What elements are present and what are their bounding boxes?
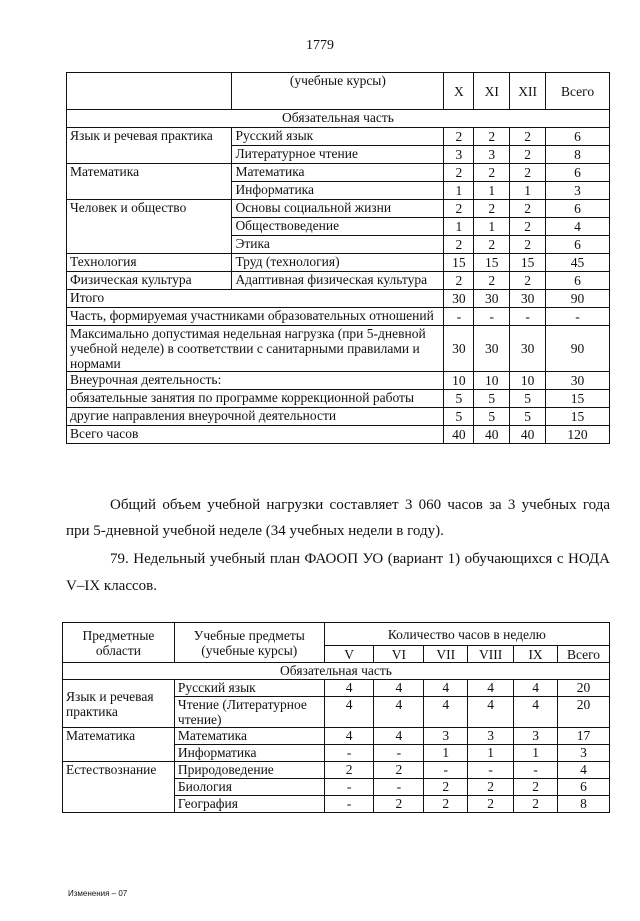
value-cell: 5 (474, 408, 510, 426)
value-cell: 1 (474, 218, 510, 236)
summary-label: обязательные занятия по программе коррекционной работы (67, 390, 444, 408)
value-cell: 4 (424, 680, 468, 697)
value-cell: 2 (468, 796, 514, 813)
value-cell: 2 (444, 164, 474, 182)
value-cell: 5 (510, 408, 546, 426)
value-cell: - (468, 762, 514, 779)
table-body (63, 680, 610, 813)
value-cell: 90 (546, 326, 610, 372)
value-cell: 2 (510, 128, 546, 146)
value-cell: 40 (510, 426, 546, 444)
value-cell: 1 (444, 182, 474, 200)
table-row (63, 680, 610, 697)
value-cell: 2 (374, 762, 424, 779)
value-cell: 4 (374, 697, 424, 728)
value-cell: 4 (468, 680, 514, 697)
value-cell: 20 (558, 697, 610, 728)
paragraph-total-load-cont: при 5-дневной учебной неделе (34 учебных недели в году). (66, 523, 444, 539)
value-cell: 2 (374, 796, 424, 813)
value-cell: 30 (510, 290, 546, 308)
section-title: Обязательная часть (67, 110, 610, 128)
area-cell: Естествознание (63, 762, 175, 813)
area-cell: Язык и речевая практика (67, 128, 232, 164)
area-cell: Технология (67, 254, 232, 272)
value-cell: 3 (546, 182, 610, 200)
value-cell: 8 (558, 796, 610, 813)
value-cell: 10 (444, 372, 474, 390)
value-cell: - (474, 308, 510, 326)
header-grade: XII (510, 73, 546, 110)
curriculum-table-x-xii (66, 72, 610, 444)
value-cell: 2 (468, 779, 514, 796)
value-cell: 8 (546, 146, 610, 164)
table-row (67, 272, 610, 290)
value-cell: 2 (474, 272, 510, 290)
table-header-row (63, 623, 610, 646)
value-cell: 5 (444, 408, 474, 426)
summary-label: Внеурочная деятельность: (67, 372, 444, 390)
value-cell: - (424, 762, 468, 779)
table-row (67, 254, 610, 272)
paragraph-item-79-cont: V–IX классов. (66, 578, 157, 594)
value-cell: 2 (510, 218, 546, 236)
header-area-cell (67, 73, 232, 110)
value-cell: 30 (444, 290, 474, 308)
header-grade: VIII (468, 646, 514, 663)
header-grade: XI (474, 73, 510, 110)
value-cell: 2 (424, 779, 468, 796)
header-grade: X (444, 73, 474, 110)
header-hours: Количество часов в неделю (324, 623, 609, 646)
value-cell: 30 (546, 372, 610, 390)
value-cell: 4 (324, 728, 374, 745)
value-cell: 4 (374, 680, 424, 697)
value-cell: - (374, 779, 424, 796)
header-grade: VI (374, 646, 424, 663)
paragraph-total-load: Общий объем учебной нагрузки составляет 3 060 часов за 3 учебных года (110, 497, 610, 513)
value-cell: 30 (474, 290, 510, 308)
value-cell: 6 (546, 272, 610, 290)
subject-cell: Биология (174, 779, 324, 796)
value-cell: 3 (514, 728, 558, 745)
table-row (67, 200, 610, 218)
header-subjects: Учебные предметы (учебные курсы) (174, 623, 324, 663)
summary-row (67, 372, 610, 390)
curriculum-table-v-ix (62, 622, 610, 813)
table-row (63, 762, 610, 779)
value-cell: 15 (474, 254, 510, 272)
value-cell: 4 (514, 680, 558, 697)
value-cell: 2 (510, 200, 546, 218)
value-cell: 5 (510, 390, 546, 408)
value-cell: 40 (444, 426, 474, 444)
value-cell: 5 (474, 390, 510, 408)
summary-label: другие направления внеурочной деятельности (67, 408, 444, 426)
table-row (67, 128, 610, 146)
subject-cell: Русский язык (232, 128, 444, 146)
area-cell: Математика (63, 728, 175, 762)
value-cell: 4 (324, 697, 374, 728)
table-row (63, 728, 610, 745)
table-header-row (67, 73, 610, 110)
value-cell: 30 (444, 326, 474, 372)
value-cell: 5 (444, 390, 474, 408)
value-cell: 20 (558, 680, 610, 697)
value-cell: 1 (468, 745, 514, 762)
value-cell: 30 (510, 326, 546, 372)
header-total: Всего (546, 73, 610, 110)
value-cell: 6 (546, 128, 610, 146)
value-cell: 2 (514, 779, 558, 796)
subject-cell: Литературное чтение (232, 146, 444, 164)
value-cell: 120 (546, 426, 610, 444)
value-cell: 4 (514, 697, 558, 728)
subject-cell: Математика (232, 164, 444, 182)
value-cell: 45 (546, 254, 610, 272)
header-grade: VII (424, 646, 468, 663)
summary-row (67, 308, 610, 326)
page-number: 1779 (306, 38, 334, 53)
value-cell: 1 (510, 182, 546, 200)
value-cell: 3 (558, 745, 610, 762)
subject-cell: Адаптивная физическая культура (232, 272, 444, 290)
value-cell: 30 (474, 326, 510, 372)
value-cell: 2 (474, 164, 510, 182)
summary-row (67, 290, 610, 308)
value-cell: 3 (474, 146, 510, 164)
value-cell: 2 (510, 164, 546, 182)
value-cell: 4 (546, 218, 610, 236)
value-cell: 90 (546, 290, 610, 308)
value-cell: 2 (514, 796, 558, 813)
area-cell: Язык и речевая практика (63, 680, 175, 728)
value-cell: 10 (510, 372, 546, 390)
value-cell: 4 (424, 697, 468, 728)
subject-cell: Этика (232, 236, 444, 254)
subject-cell: Обществоведение (232, 218, 444, 236)
summary-label: Часть, формируемая участниками образовательных отношений (67, 308, 444, 326)
value-cell: 6 (546, 236, 610, 254)
value-cell: 1 (514, 745, 558, 762)
value-cell: 3 (424, 728, 468, 745)
value-cell: 6 (546, 200, 610, 218)
value-cell: 17 (558, 728, 610, 745)
summary-label: Максимально допустимая недельная нагрузка (при 5-дневной учебной неделе) в соответствии с санитарными правилами и нормами (67, 326, 444, 372)
value-cell: 2 (444, 128, 474, 146)
value-cell: 1 (474, 182, 510, 200)
summary-label: Всего часов (67, 426, 444, 444)
value-cell: 2 (474, 128, 510, 146)
section-title: Обязательная часть (63, 663, 610, 680)
summary-label: Итого (67, 290, 444, 308)
subject-cell: Основы социальной жизни (232, 200, 444, 218)
value-cell: 4 (558, 762, 610, 779)
value-cell: - (546, 308, 610, 326)
subject-cell: Природоведение (174, 762, 324, 779)
header-grade: V (324, 646, 374, 663)
header-subject-cell: (учебные курсы) (232, 73, 444, 110)
summary-row (67, 326, 610, 372)
value-cell: 4 (374, 728, 424, 745)
table-summary (67, 290, 610, 444)
value-cell: 2 (444, 200, 474, 218)
value-cell: 15 (546, 390, 610, 408)
value-cell: 2 (324, 762, 374, 779)
value-cell: 40 (474, 426, 510, 444)
section-row (67, 110, 610, 128)
value-cell: 10 (474, 372, 510, 390)
section-row (63, 663, 610, 680)
area-cell: Математика (67, 164, 232, 200)
value-cell: 1 (444, 218, 474, 236)
value-cell: 2 (424, 796, 468, 813)
value-cell: 4 (468, 697, 514, 728)
value-cell: 3 (444, 146, 474, 164)
header-total: Всего (558, 646, 610, 663)
subject-cell: Чтение (Литературное чтение) (174, 697, 324, 728)
value-cell: - (374, 745, 424, 762)
value-cell: 2 (444, 272, 474, 290)
paragraph-item-79: 79. Недельный учебный план ФАООП УО (вариант 1) обучающихся с НОДА (110, 551, 610, 567)
subject-cell: Информатика (174, 745, 324, 762)
value-cell: - (444, 308, 474, 326)
subject-cell: Математика (174, 728, 324, 745)
area-cell: Физическая культура (67, 272, 232, 290)
subject-cell: Информатика (232, 182, 444, 200)
summary-row (67, 408, 610, 426)
subject-cell: Русский язык (174, 680, 324, 697)
value-cell: - (324, 779, 374, 796)
summary-row (67, 426, 610, 444)
summary-row (67, 390, 610, 408)
value-cell: - (324, 796, 374, 813)
subject-cell: География (174, 796, 324, 813)
value-cell: 2 (510, 146, 546, 164)
header-grade: IX (514, 646, 558, 663)
value-cell: 1 (424, 745, 468, 762)
value-cell: 2 (474, 236, 510, 254)
value-cell: 6 (546, 164, 610, 182)
value-cell: - (510, 308, 546, 326)
value-cell: - (514, 762, 558, 779)
value-cell: 15 (546, 408, 610, 426)
value-cell: 2 (510, 236, 546, 254)
table-row (67, 164, 610, 182)
footer-note: Изменения – 07 (68, 889, 128, 898)
area-cell: Человек и общество (67, 200, 232, 254)
value-cell: 4 (324, 680, 374, 697)
value-cell: - (324, 745, 374, 762)
header-areas: Предметные области (63, 623, 175, 663)
value-cell: 2 (474, 200, 510, 218)
table-body (67, 128, 610, 290)
value-cell: 3 (468, 728, 514, 745)
value-cell: 2 (510, 272, 546, 290)
value-cell: 15 (510, 254, 546, 272)
value-cell: 6 (558, 779, 610, 796)
subject-cell: Труд (технология) (232, 254, 444, 272)
value-cell: 15 (444, 254, 474, 272)
value-cell: 2 (444, 236, 474, 254)
